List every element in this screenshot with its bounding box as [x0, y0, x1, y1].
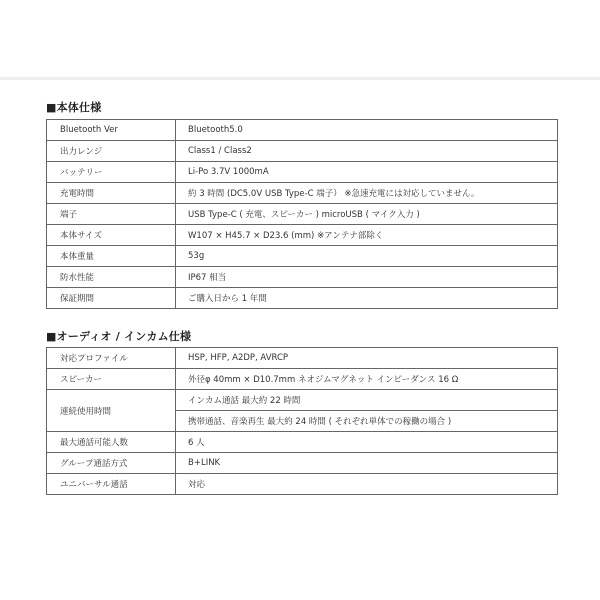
- spec-label-group-call: グループ通話方式: [47, 453, 176, 474]
- spec-value-terminal: USB Type-C ( 充電、スピーカー ) microUSB ( マイク入力 ): [176, 204, 558, 225]
- spec-value-max-participants: 6 人: [176, 432, 558, 453]
- table-row: [47, 432, 558, 453]
- spec-value-profiles: HSP, HFP, A2DP, AVRCP: [176, 348, 558, 369]
- top-divider: [0, 77, 600, 80]
- spec-value-warranty: ご購入日から 1 年間: [176, 288, 558, 309]
- table-row: [47, 162, 558, 183]
- table-row: [47, 474, 558, 495]
- spec-value-bluetooth-ver: Bluetooth5.0: [176, 120, 558, 141]
- spec-label-profiles: 対応プロファイル: [47, 348, 176, 369]
- body-spec-title: ■本体仕様: [46, 101, 102, 114]
- body-spec-table: [46, 119, 558, 309]
- spec-value-body-size: W107 × H45.7 × D23.6 (mm) ※アンテナ部除く: [176, 225, 558, 246]
- table-row: [47, 390, 558, 411]
- spec-value-charge-time: 約 3 時間 (DC5.0V USB Type-C 端子） ※急速充電には対応していません。: [176, 183, 558, 204]
- spec-value-intercom-time: インカム通話 最大約 22 時間: [176, 390, 558, 411]
- table-row: [47, 225, 558, 246]
- spec-value-phone-music-time: 携帯通話、音楽再生 最大約 24 時間 ( それぞれ単体での稼働の場合 ): [176, 411, 558, 432]
- spec-label-warranty: 保証期間: [47, 288, 176, 309]
- table-row: [47, 369, 558, 390]
- spec-value-output-range: Class1 / Class2: [176, 141, 558, 162]
- table-row: [47, 246, 558, 267]
- spec-value-group-call: B+LINK: [176, 453, 558, 474]
- spec-value-waterproof: IP67 相当: [176, 267, 558, 288]
- spec-label-universal-call: ユニバーサル通話: [47, 474, 176, 495]
- spec-label-continuous-use: 連続使用時間: [47, 390, 176, 432]
- audio-spec-title: ■オーディオ / インカム仕様: [46, 330, 192, 343]
- table-row: [47, 120, 558, 141]
- table-row: [47, 288, 558, 309]
- spec-label-bluetooth-ver: Bluetooth Ver: [47, 120, 176, 141]
- spec-label-terminal: 端子: [47, 204, 176, 225]
- table-row: [47, 204, 558, 225]
- spec-value-speaker: 外径φ 40mm × D10.7mm ネオジムマグネット インピーダンス 16 Ω: [176, 369, 558, 390]
- table-row: [47, 267, 558, 288]
- spec-label-max-participants: 最大通話可能人数: [47, 432, 176, 453]
- spec-label-waterproof: 防水性能: [47, 267, 176, 288]
- spec-value-battery: Li-Po 3.7V 1000mA: [176, 162, 558, 183]
- spec-label-battery: バッテリー: [47, 162, 176, 183]
- table-row: [47, 453, 558, 474]
- spec-value-weight: 53g: [176, 246, 558, 267]
- table-row: [47, 183, 558, 204]
- spec-value-universal-call: 対応: [176, 474, 558, 495]
- spec-label-weight: 本体重量: [47, 246, 176, 267]
- spec-label-body-size: 本体サイズ: [47, 225, 176, 246]
- table-row: [47, 141, 558, 162]
- table-row: [47, 348, 558, 369]
- spec-label-output-range: 出力レンジ: [47, 141, 176, 162]
- audio-spec-table: [46, 347, 558, 495]
- spec-label-charge-time: 充電時間: [47, 183, 176, 204]
- spec-label-speaker: スピーカー: [47, 369, 176, 390]
